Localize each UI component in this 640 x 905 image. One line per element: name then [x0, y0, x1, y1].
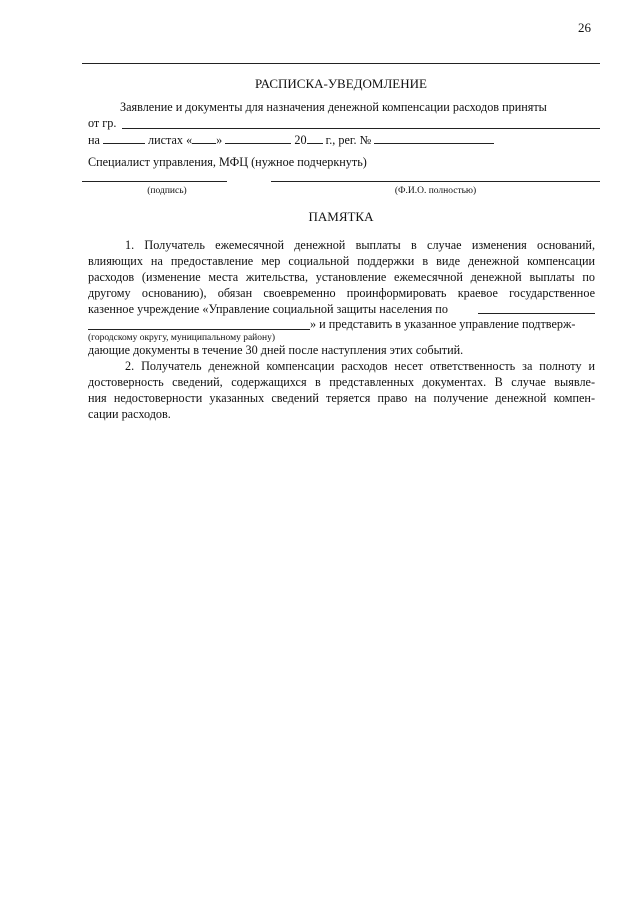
na-label: на: [88, 133, 100, 147]
memo-p1-line-2: влияющих на предоставление мер социальной поддержки в виде денежной компенсации: [88, 254, 595, 268]
memo-p1-line-5: казенное учреждение «Управление социальной защиты населения по: [88, 302, 448, 316]
page-number: 26: [578, 20, 591, 35]
from-label: от гр.: [88, 116, 117, 130]
receipt-line-1: Заявление и документы для назначения денежной компенсации расходов приняты: [120, 100, 547, 114]
from-blank: [122, 128, 600, 129]
memo-p2-line-1: 2. Получатель денежной компенсации расходов несет ответственность за полноту и: [125, 359, 595, 373]
day-blank: [192, 131, 216, 144]
sheets-label: листах «: [148, 133, 193, 147]
department-blank: [478, 313, 595, 314]
receipt-line-3: [88, 131, 494, 148]
month-blank: [225, 131, 291, 144]
memo-p1-line-1: 1. Получатель ежемесячной денежной выплаты в случае изменения оснований,: [125, 238, 595, 252]
memo-p2-line-2: достоверность сведений, содержащихся в представленных документах. В случае выявле-: [88, 375, 595, 389]
year-prefix: 20: [294, 133, 307, 147]
memo-p1-line-3: расходов (изменение места жительства, установление ежемесячной денежной выплаты по: [88, 270, 595, 284]
memo-p1-last: дающие документы в течение 30 дней после наступления этих событий.: [88, 343, 464, 357]
district-caption: (городскому округу, муниципальному району): [88, 333, 276, 343]
memo-p2-line-3: ния недостоверности указанных сведений теряется право на получение денежной компен-: [88, 391, 595, 405]
quote-close: »: [216, 133, 223, 147]
specialist-line: Специалист управления, МФЦ (нужное подчеркнуть): [88, 155, 367, 169]
memo-p1-line-6: » и представить в указанное управление подтверж-: [310, 317, 576, 331]
memo-p1-line-4: другому основанию), обязан своевременно проинформировать краевое государственное: [88, 286, 595, 300]
top-divider: [82, 63, 600, 64]
signature-caption: (подпись): [147, 186, 187, 196]
reg-number-blank: [374, 131, 494, 144]
reg-label: г., рег. №: [325, 133, 372, 147]
memo-p2-last: сации расходов.: [88, 407, 171, 421]
signature-line: [82, 181, 227, 182]
year-blank: [307, 131, 323, 144]
sheets-count-blank: [103, 131, 145, 144]
fio-line: [271, 181, 600, 182]
fio-caption: (Ф.И.О. полностью): [394, 186, 477, 196]
receipt-title: РАСПИСКА-УВЕДОМЛЕНИЕ: [255, 76, 427, 91]
memo-title: ПАМЯТКА: [308, 209, 374, 224]
